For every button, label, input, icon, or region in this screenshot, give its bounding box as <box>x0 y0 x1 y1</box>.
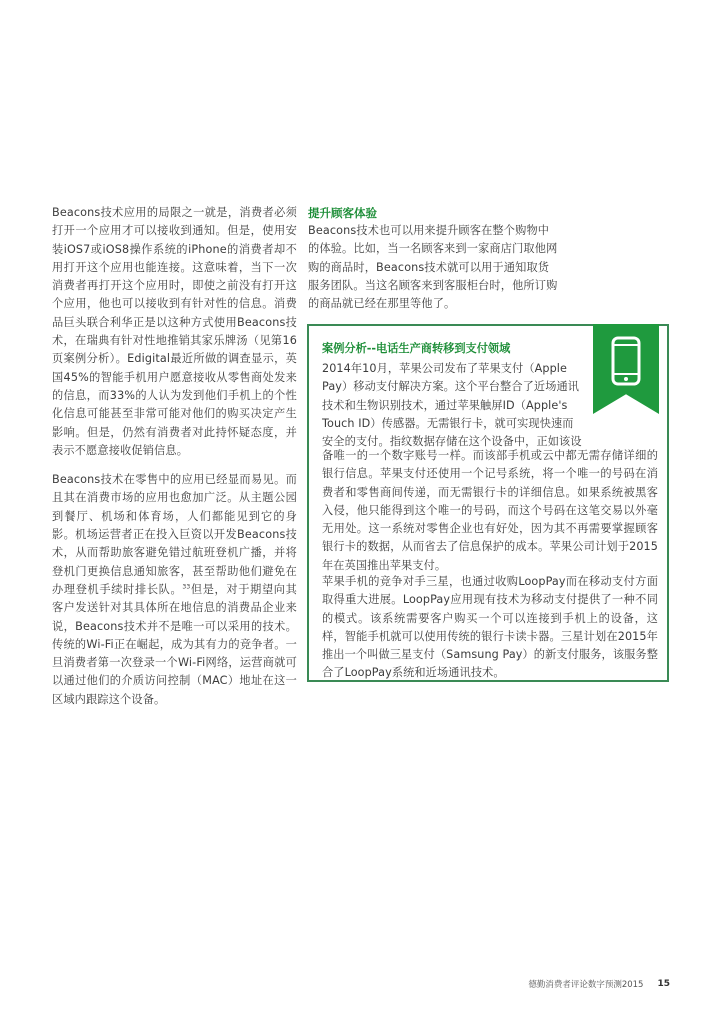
right-column <box>308 204 558 313</box>
body-paragraph: Beacons技术应用的局限之一就是，消费者必须打开一个应用才可以接收到通知。但是，使用安装iOS7或iOS8操作系统的iPhone的消费者却不用打开这个应用也能连接。这意味着，当下一次消费者再打开这个应用时，即使之前没有打开这个应用，他也可以接收到有针对性的信息。消费品巨头联合利华正是以这种方式使用Beacons技术，在瑞典有针对性地推销其家乐牌汤（见第16页案例分析）。Edigital最近所做的调查显示，英国45%的智能手机用户愿意接收从零售商处发来的信息，而33%的人认为发到他们手机上的个性化信息可能甚至非常可能对他们的购买决定产生影响。但是，仍然有消费者对此持怀疑态度，并表示不愿意接收促销信息。 <box>52 206 297 457</box>
left-column <box>52 204 297 720</box>
publication-title: 德勤消费者评论数字预测2015 <box>528 980 644 990</box>
case-study-badge <box>593 324 659 414</box>
footnote-ref: 33 <box>182 583 191 591</box>
case-study-box <box>307 324 669 682</box>
section-heading: 提升顾客体验 <box>308 206 377 220</box>
case-study-title: 案例分析--电话生产商转移到支付领域 <box>322 342 511 355</box>
smartphone-icon <box>611 336 641 386</box>
case-study-paragraph: 备唯一的一个数字账号一样。而该部手机或云中都无需存储详细的银行信息。苹果支付还使用一个记号系统，将一个唯一的号码在消费者和零售商间传递，而无需银行卡的详细信息。如果系统被黑客入侵，他只能得到这个唯一的号码，而这个号码在这笔交易以外毫无用处。这一系统对零售企业也有好处，因为其不再需要掌握顾客银行卡的数据，从而省去了信息保护的成本。苹果公司计划于2015年在英国推出苹果支付。 <box>322 449 658 572</box>
page-number: 15 <box>657 979 670 989</box>
body-paragraph-text: Beacons技术在零售中的应用已经显而易见。而且其在消费市场的应用也愈加广泛。从主题公园到餐厅、机场和体育场，人们都能见到它的身影。机场运营者正在投入巨资以开发Beacons技术，从而帮助旅客避免错过航班登机广播，并将登机门更换信息通知旅客，甚至帮助他们避免在办理登机手续时排长队。 <box>52 473 297 596</box>
body-paragraph: Beacons技术也可以用来提升顾客在整个购物中的体验。比如，当一名顾客来到一家商店门取他网购的商品时，Beacons技术就可以用于通知取货服务团队。当这名顾客来到客服柜台时，他所订购的商品就已经在那里等他了。 <box>308 224 558 311</box>
case-study-paragraph: 2014年10月，苹果公司发布了苹果支付（Apple Pay）移动支付解决方案。这个平台整合了近场通讯技术和生物识别技术，通过苹果触屏ID（Apple's Touch ID）传感器。无需银行卡，就可实现快速而安全的支付。指纹数据存储在这个设备中，正如该设 <box>322 362 582 449</box>
case-study-paragraph: 苹果手机的竞争对手三星，也通过收购LoopPay而在移动支付方面取得重大进展。LoopPay应用现有技术为移动支付提供了一种不同的模式。该系统需要客户购买一个可以连接到手机上的设备，这样，智能手机就可以使用传统的银行卡读卡器。三星计划在2015年推出一个叫做三星支付（Samsung Pay）的新支付服务，该服务整合了LoopPay系统和近场通讯技术。 <box>322 575 658 680</box>
page-footer <box>528 978 670 990</box>
body-paragraph-text: 但是，对于期望向其客户发送针对其具体所在地信息的消费品企业来说，Beacons技术并不是唯一可以采用的技术。传统的Wi-Fi正在崛起，成为其有力的竞争者。一旦消费者第一次登录一个Wi-Fi网络，运营商就可以通过他们的介质访问控制（MAC）地址在这一区域内跟踪这个设备。 <box>52 582 297 706</box>
body-paragraph <box>52 471 297 709</box>
